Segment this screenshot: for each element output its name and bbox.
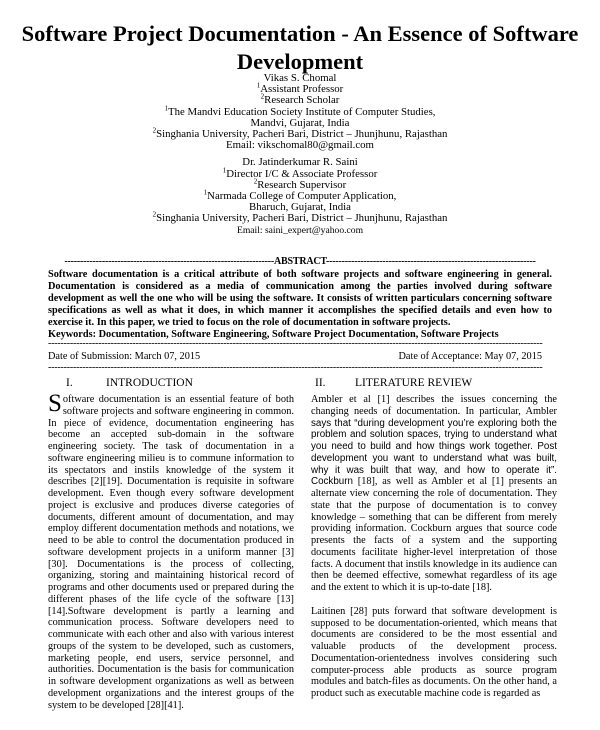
- superscript: 2: [253, 177, 258, 186]
- section-heading-introduction: I. INTRODUCTION: [66, 377, 193, 389]
- author1-affiliation-5: $^2$Singhania University, Pacheri Bari, District – Jhunjhunu, Rajasthan: [152, 126, 448, 141]
- superscript: 1: [164, 104, 168, 113]
- author2-affiliation-5: $^2$Singhania University, Pacheri Bari, District – Jhunjhunu, Rajasthan: [152, 210, 448, 225]
- author2-email: Email: saini_expert@yahoo.com: [236, 224, 364, 236]
- author1-affiliation-4: Mandvi, Gujarat, India: [250, 116, 350, 129]
- author2-affiliation-2: $^2$Research Supervisor: [253, 177, 347, 191]
- date-acceptance: Date of Acceptance: May 07, 2015: [398, 351, 542, 362]
- keywords: Keywords: Documentation, Software Engineering, Software Project Documentation, Software Projects: [48, 329, 499, 340]
- abstract-block: [48, 269, 552, 341]
- left-column: [48, 372, 294, 711]
- introduction-text: Software documentation is an essential feature of both software projects and software engineering in common. In piece of evidence, documentation engineering has become an accepted sub-domain in the software engineering society. The task of documentation in a software engineering milieu is to commune information to its spectators and instils knowledge of the system it describes [2][19]. Documentation is requisite in software development. Even though every software development project is exclusive and produces diverse categories of documents, different amount of documentation, and may employ different documentation methods and notations, we need to be able to control the documentation produced in software development projects in a uniform manner [3][30]. Documentations is the process of collecting, organizing, storing and maintaining historical record of programs and other documents used or prepared during the different phases of the life cycle of the software [13][14].Software development is partly a learning and communication process. Software developers need to communicate with each other and also with various interest groups of the system to be developed, such as customers, marketing people, end users, service personnel, and authorities. Documentation is the basis for communication in software development organizations as well as between development organizations and the interest groups of the system to be developed [28][41].: [48, 390, 294, 711]
- literature-paragraph-2: Laitinen [28] puts forward that software development is supposed to be documentation-oriented, which means that documents are considered to be the most essential and valuable products of the development process. Documentation-orientedness involves considering such computer-process able products as source program modules and batch-files as documents. On the other hand, a product such as executable machine code is regarded as: [311, 605, 557, 699]
- separator-top: --------------------------------------------------------------------------------------------------------------------------------------------------------------: [48, 338, 543, 349]
- author1-email: Email: vikschomal80@gmail.com: [226, 139, 374, 152]
- superscript: 2: [260, 92, 265, 101]
- author1-affiliation-1: $^1$Assistant Professor: [256, 81, 344, 96]
- drop-cap: S: [48, 390, 62, 417]
- superscript: 2: [152, 126, 157, 135]
- superscript: 2: [152, 210, 157, 219]
- author-block: [100, 73, 500, 236]
- paper-title: Software Project Documentation - An Essence of Software Development: [21, 21, 579, 74]
- author2-affiliation-3: $^1$Narmada College of Computer Application,: [203, 188, 397, 203]
- author2-affiliation-4: Bharuch, Gujarat, India: [249, 201, 351, 214]
- right-column: [311, 372, 557, 700]
- superscript: 1: [203, 188, 208, 197]
- date-submission: Date of Submission: March 07, 2015: [48, 351, 201, 362]
- author1-affiliation-2: $^2$Research Scholar: [260, 92, 340, 107]
- author1-name: Vikas S. Chomal: [263, 72, 337, 84]
- separator-bottom: --------------------------------------------------------------------------------------------------------------------------------------------------------------: [48, 362, 543, 373]
- abstract-text: Software documentation is a critical attribute of both software projects and software engineering in general. Documentation is considered as a media of communication among the parties involved during software development as well the one who will be using the software. It consists of written particulars concerning software specifications as well as what it does, in which manner it accomplishes the specified details and even how to exercise it. In this paper, we tried to focus on the role of documentation in software projects.: [48, 269, 552, 328]
- literature-paragraph-1: Ambler et al [1] describes the issues concerning the changing needs of documentation. In particular, Ambler says that “during development you’re exploring both the problem and solution spaces, trying to understand what you need to build and how things work together. Post development you want to understand what was built, why it was built that way, and how to operate it”. Cockburn [18], as well as Ambler et al [1] presents an alternate view concerning the role of documentation. They state that the purpose of documentation is to convey knowledge – something that can be different from merely providing information. Cockburn argues that source code presents the facts of a system and the supporting documents facilitate higher-level interpretation of those facts. A document that instils knowledge in its audience can then be deemed effective, somewhat regardless of its age and the extent to which it is up-to-date [18].: [311, 394, 557, 593]
- author2-affiliation-1: $^1$Director I/C & Associate Professor: [222, 166, 378, 180]
- author2-name: Dr. Jatinderkumar R. Saini: [242, 156, 358, 169]
- section-heading-literature-review: II. LITERATURE REVIEW: [315, 377, 473, 389]
- superscript: 1: [256, 81, 261, 90]
- author1-affiliation-3: $^1$The Mandvi Education Society Institute of Computer Studies,: [164, 104, 436, 118]
- superscript: 1: [222, 166, 227, 175]
- abstract-banner: -------------------------------------------------------------------ABSTRACT-------------------------------------------------------------------: [64, 256, 536, 267]
